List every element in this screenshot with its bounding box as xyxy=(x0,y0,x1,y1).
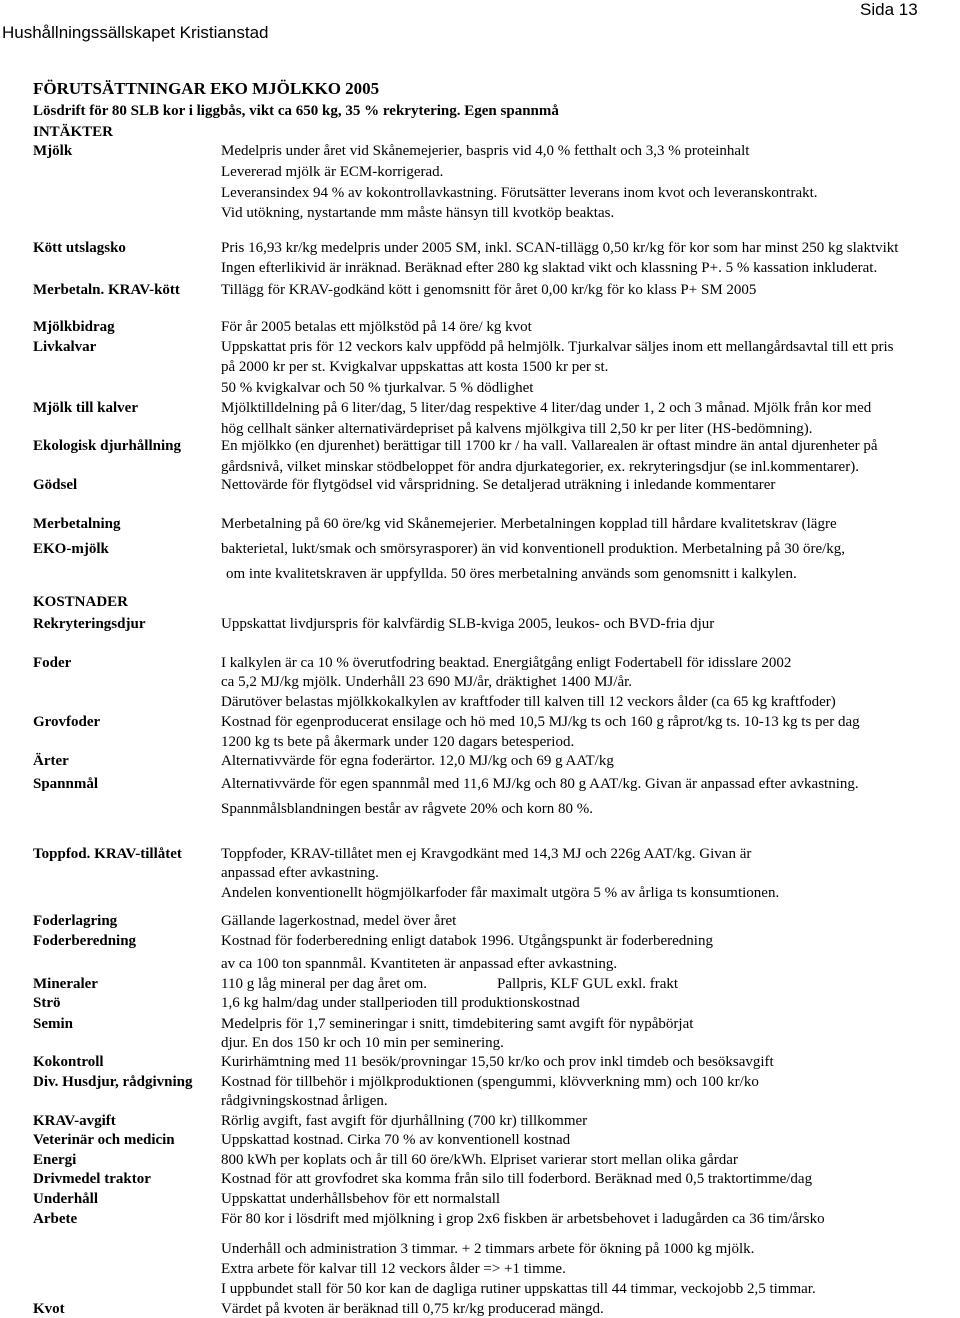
text-spann-1: Alternativvärde för egen spannmål med 11,6 MJ/kg och 80 g AAT/kg. Givan är anpassad efter avkastning. xyxy=(221,776,859,792)
text-eko-1: En mjölkko (en djurenhet) berättigar till 1700 kr / ha vall. Vallarealen är oftast mindre än antal djurenheter på xyxy=(221,438,878,454)
page-subtitle: Lösdrift för 80 SLB kor i liggbås, vikt ca 650 kg, 35 % rekrytering. Egen spannmå xyxy=(33,103,559,119)
label-mjolkbidrag: Mjölkbidrag xyxy=(33,319,115,335)
text-semin-1: Medelpris för 1,7 semineringar i snitt, timdebitering samt avgift för nypåbörjat xyxy=(221,1016,694,1032)
label-drivmedel: Drivmedel traktor xyxy=(33,1171,151,1187)
label-merbetalning: Merbetalning xyxy=(33,516,121,532)
label-kvot: Kvot xyxy=(33,1301,65,1317)
text-kvot-1: Värdet på kvoten är beräknad till 0,75 kr/kg producerad mängd. xyxy=(221,1301,604,1317)
text-arbete-3: Extra arbete för kalvar till 12 veckors ålder => +1 timme. xyxy=(221,1261,566,1277)
label-mjolk-till-kalver: Mjölk till kalver xyxy=(33,400,138,416)
text-merb-2: bakterietal, lukt/smak och smörsyrasporer) än vid konventionell produktion. Merbetalning på 30 öre/kg, xyxy=(221,541,846,557)
text-underh-1: Uppskattat underhållsbehov för ett normalstall xyxy=(221,1191,501,1207)
text-merb-3: om inte kvalitetskraven är uppfyllda. 50 öres merbetalning används som genomsnitt i kalkylen. xyxy=(226,566,797,582)
text-energi-1: 800 kWh per koplats och år till 60 öre/kWh. Elpriset varierar stort mellan olika gårdar xyxy=(221,1152,738,1168)
text-arbete-2: Underhåll och administration 3 timmar. + 2 timmars arbete för ökning på 1000 kg mjölk. xyxy=(221,1241,755,1257)
label-arter: Ärter xyxy=(33,753,69,769)
label-grovfoder: Grovfoder xyxy=(33,714,101,730)
label-eko-mjolk: EKO-mjölk xyxy=(33,541,109,557)
text-mjolk-2: Levererad mjölk är ECM-korrigerad. xyxy=(221,164,444,180)
text-foder-1: I kalkylen är ca 10 % överutfodring beaktad. Energiåtgång enligt Fodertabell för idisslare 2002 xyxy=(221,655,792,671)
label-div-husdjur: Div. Husdjur, rådgivning xyxy=(33,1074,193,1090)
label-mineraler: Mineraler xyxy=(33,976,98,992)
text-arter-1: Alternativvärde för egna foderärtor. 12,0 MJ/kg och 69 g AAT/kg xyxy=(221,753,614,769)
text-godsel-1: Nettovärde för flytgödsel vid vårspridning. Se detaljerad uträkning i inledande kommentarer xyxy=(221,477,776,493)
label-toppfod: Toppfod. KRAV-tillåtet xyxy=(33,846,182,862)
text-topp-2: anpassad efter avkastning. xyxy=(221,865,379,881)
text-div-2: rådgivningskostnad årligen. xyxy=(221,1093,388,1109)
text-foder-3: Därutöver belastas mjölkkokalkylen av kraftfoder till kalven till 12 veckors ålder (ca 65 kg kraftfoder) xyxy=(221,694,836,710)
section-income-heading: INTÄKTER xyxy=(33,124,114,140)
text-mjolk-4: Vid utökning, nystartande mm måste hänsyn till kvotköp beaktas. xyxy=(221,205,615,221)
label-spannmal: Spannmål xyxy=(33,776,99,792)
text-kok-1: Kurirhämtning med 11 besök/provningar 15,50 kr/ko och prov inkl timdeb och besöksavgift xyxy=(221,1054,774,1070)
text-foder-2: ca 5,2 MJ/kg mjölk. Underhåll 23 690 MJ/år, dräktighet 1400 MJ/år. xyxy=(221,674,633,690)
label-veterinar: Veterinär och medicin xyxy=(33,1132,175,1148)
label-kott-utslagsko: Kött utslagsko xyxy=(33,240,126,256)
label-rekryteringsdjur: Rekryteringsdjur xyxy=(33,616,146,632)
label-underhall: Underhåll xyxy=(33,1191,99,1207)
text-eko-2: gårdsnivå, vilket minskar stödbeloppet för andra djurkategorier, ex. rekryteringsdjur (se inl.kommentarer). xyxy=(221,459,859,475)
label-semin: Semin xyxy=(33,1016,74,1032)
section-costs-heading: KOSTNADER xyxy=(33,594,129,610)
text-topp-1: Toppfoder, KRAV-tillåtet men ej Kravgodkänt med 14,3 MJ och 226g AAT/kg. Givan är xyxy=(221,846,752,862)
label-merbetaln-krav: Merbetaln. KRAV-kött xyxy=(33,282,180,298)
label-arbete: Arbete xyxy=(33,1211,78,1227)
label-stro: Strö xyxy=(33,995,61,1011)
text-kott-2: Ingen efterlikivid är inräknad. Beräknad efter 280 kg slaktad vikt och klassning P+. 5 % kassation inkluderat. xyxy=(221,260,878,276)
text-kalv-2: hög cellhalt sänker alternativärdepriset på kalvens mjölkgiva till 2,50 kr per liter (HS-bedömning). xyxy=(221,421,813,437)
organization-name: Hushållningssällskapet Kristianstad xyxy=(2,23,269,42)
page-title: FÖRUTSÄTTNINGAR EKO MJÖLKKO 2005 xyxy=(33,79,380,98)
text-bered-1: Kostnad för foderberedning enligt databok 1996. Utgångspunkt är foderberedning xyxy=(221,933,713,949)
label-livkalvar: Livkalvar xyxy=(33,339,97,355)
text-min-2: Pallpris, KLF GUL exkl. frakt xyxy=(497,976,679,992)
text-semin-2: djur. En dos 150 kr och 10 min per seminering. xyxy=(221,1035,504,1051)
text-stro-1: 1,6 kg halm/dag under stallperioden till produktionskostnad xyxy=(221,995,580,1011)
text-liv-2: på 2000 kr per st. Kvigkalvar uppskattas att kosta 1500 kr per st. xyxy=(221,359,609,375)
text-liv-1: Uppskattat pris för 12 veckors kalv uppfödd på helmjölk. Tjurkalvar säljes inom ett mellangårdsavtal till ett pris xyxy=(221,339,894,355)
text-vet-1: Uppskattad kostnad. Cirka 70 % av konventionell kostnad xyxy=(221,1132,571,1148)
text-krav-avgift-1: Rörlig avgift, fast avgift för djurhållning (700 kr) tillkommer xyxy=(221,1113,588,1129)
label-mjolk: Mjölk xyxy=(33,143,73,159)
text-liv-3: 50 % kvigkalvar och 50 % tjurkalvar. 5 % dödlighet xyxy=(221,380,534,396)
label-energi: Energi xyxy=(33,1152,77,1168)
text-driv-1: Kostnad för att grovfodret ska komma från silo till foderbord. Beräknad med 0,5 traktortimme/dag xyxy=(221,1171,813,1187)
text-arbete-1: För 80 kor i lösdrift med mjölkning i grop 2x6 fiskben är arbetsbehovet i ladugården ca 36 tim/årsko xyxy=(221,1211,825,1227)
text-rekr-1: Uppskattat livdjurspris för kalvfärdig SLB-kviga 2005, leukos- och BVD-fria djur xyxy=(221,616,715,632)
label-foderlagring: Foderlagring xyxy=(33,913,118,929)
text-grov-2: 1200 kg ts bete på åkermark under 120 dagars betesperiod. xyxy=(221,734,575,750)
label-kokontroll: Kokontroll xyxy=(33,1054,104,1070)
text-mjolk-3: Leveransindex 94 % av kokontrollavkastning. Förutsätter leverans inom kvot och leveranskontrakt. xyxy=(221,185,818,201)
text-grov-1: Kostnad för egenproducerat ensilage och hö med 10,5 MJ/kg ts och 160 g råprot/kg ts. 10-13 kg ts per dag xyxy=(221,714,860,730)
text-kott-1: Pris 16,93 kr/kg medelpris under 2005 SM, inkl. SCAN-tillägg 0,50 kr/kg för kor som har minst 250 kg slaktvikt xyxy=(221,240,899,256)
text-kalv-1: Mjölktilldelning på 6 liter/dag, 5 liter/dag respektive 4 liter/dag under 1, 2 och 3 månad. Mjölk från kor med xyxy=(221,400,872,416)
text-krav-1: Tillägg för KRAV-godkänd kött i genomsnitt för året 0,00 kr/kg för ko klass P+ SM 2005 xyxy=(221,282,757,298)
text-topp-3: Andelen konventionellt högmjölkarfoder får maximalt utgöra 5 % av årliga ts konsumtionen. xyxy=(221,885,780,901)
label-foderberedning: Foderberedning xyxy=(33,933,137,949)
text-div-1: Kostnad för tillbehör i mjölkproduktionen (spengummi, klövverkning mm) och 100 kr/ko xyxy=(221,1074,759,1090)
text-mjolk-1: Medelpris under året vid Skånemejerier, baspris vid 4,0 % fetthalt och 3,3 % proteinhalt xyxy=(221,143,750,159)
text-bered-2: av ca 100 ton spannmål. Kvantiteten är anpassad efter avkastning. xyxy=(221,956,618,972)
page-number: Sida 13 xyxy=(860,0,918,19)
text-spann-2: Spannmålsblandningen består av rågvete 20% och korn 80 %. xyxy=(221,801,593,817)
text-merb-1: Merbetalning på 60 öre/kg vid Skånemejerier. Merbetalningen kopplad till hårdare kvalitetskrav (lägre xyxy=(221,516,837,532)
label-krav-avgift: KRAV-avgift xyxy=(33,1113,116,1129)
label-godsel: Gödsel xyxy=(33,477,78,493)
text-arbete-4: I uppbundet stall för 50 kor kan de dagliga rutiner uppskattas till 44 timmar, veckojobb 2,5 timmar. xyxy=(221,1281,816,1297)
text-bidrag-1: För år 2005 betalas ett mjölkstöd på 14 öre/ kg kvot xyxy=(221,319,532,335)
label-foder: Foder xyxy=(33,655,72,671)
label-ekologisk-djurhallning: Ekologisk djurhållning xyxy=(33,438,181,454)
text-min-1: 110 g låg mineral per dag året om. xyxy=(221,976,428,992)
text-lagr-1: Gällande lagerkostnad, medel över året xyxy=(221,913,457,929)
